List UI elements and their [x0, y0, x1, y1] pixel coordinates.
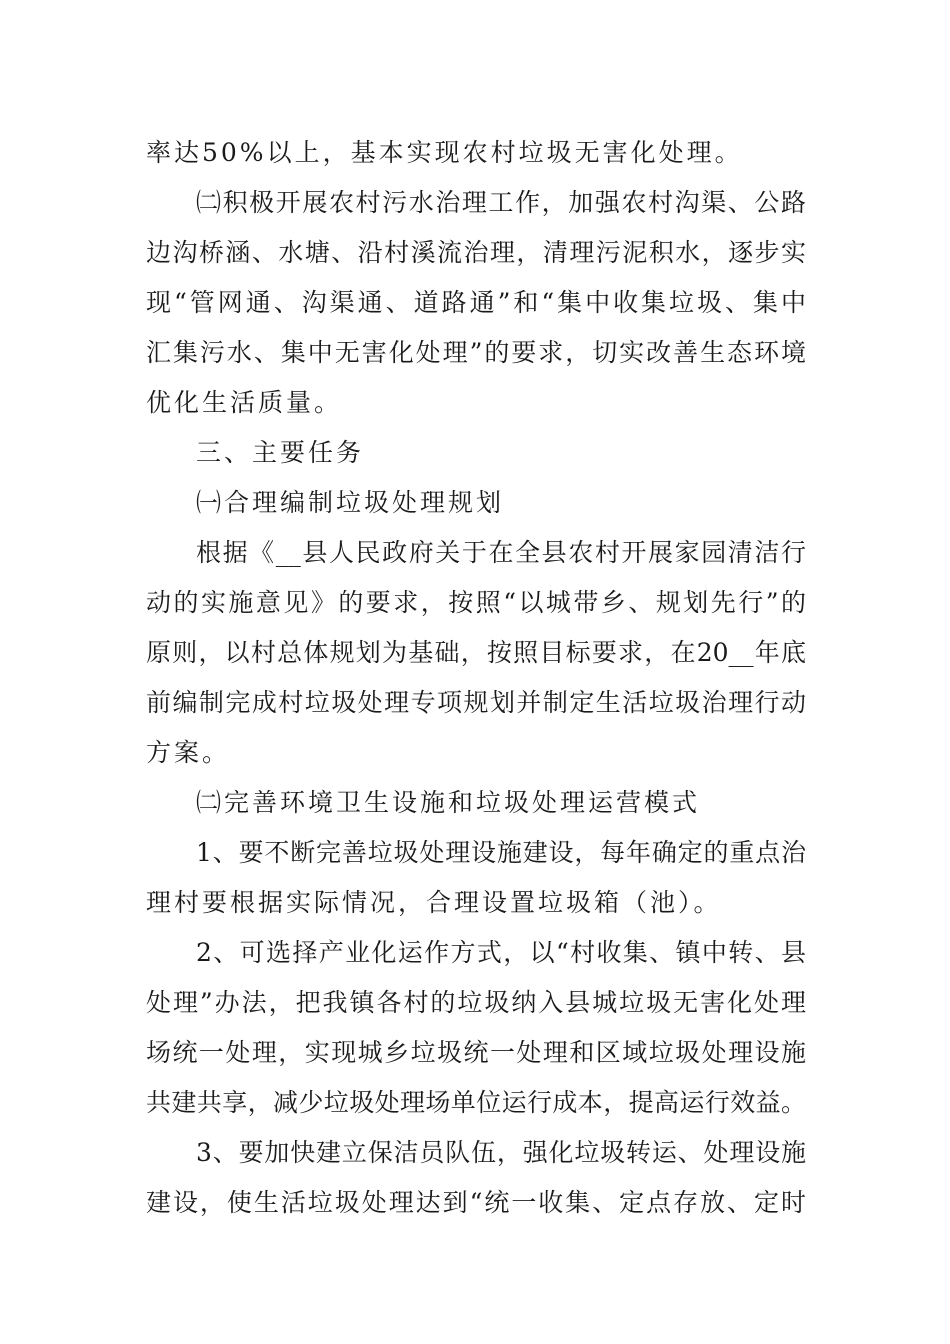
text-line: 边沟桥涵、水塘、沿村溪流治理，清理污泥积水，逐步实	[146, 238, 806, 267]
text-line: 方案。	[146, 738, 231, 767]
text-line: 动的实施意见》的要求，按照“以城带乡、规划先行”的	[146, 588, 806, 617]
text-line: 理村要根据实际情况，合理设置垃圾箱（池）。	[146, 888, 722, 917]
text-line: 场统一处理，实现城乡垃圾统一处理和区域垃圾处理设施	[146, 1038, 806, 1067]
text-line: 汇集污水、集中无害化处理”的要求，切实改善生态环境	[146, 338, 806, 367]
text-line: 处理”办法，把我镇各村的垃圾纳入县城垃圾无害化处理	[146, 988, 806, 1017]
text-line: 率达50%以上，基本实现农村垃圾无害化处理。	[146, 138, 743, 167]
text-line: 3、要加快建立保洁员队伍，强化垃圾转运、处理设施	[196, 1138, 806, 1167]
text-line: 原则，以村总体规划为基础，按照目标要求，在20__年底	[146, 638, 806, 667]
text-line: 根据《__县人民政府关于在全县农村开展家园清洁行	[196, 538, 806, 567]
text-line: 建设，使生活垃圾处理达到“统一收集、定点存放、定时	[146, 1188, 806, 1217]
text-line: ㈡积极开展农村污水治理工作，加强农村沟渠、公路	[196, 188, 806, 217]
text-line: 2、可选择产业化运作方式，以“村收集、镇中转、县	[196, 938, 806, 967]
subsection-heading: ㈡完善环境卫生设施和垃圾处理运营模式	[196, 788, 701, 817]
text-line: 1、要不断完善垃圾处理设施建设，每年确定的重点治	[196, 838, 806, 867]
text-line: 现“管网通、沟渠通、道路通”和“集中收集垃圾、集中	[146, 288, 806, 317]
text-line: 共建共享，减少垃圾处理场单位运行成本，提高运行效益。	[146, 1088, 806, 1117]
section-heading: 三、主要任务	[196, 438, 365, 467]
text-line: 优化生活质量。	[146, 388, 343, 417]
subsection-heading: ㈠合理编制垃圾处理规划	[196, 488, 505, 517]
text-line: 前编制完成村垃圾处理专项规划并制定生活垃圾治理行动	[146, 688, 806, 717]
